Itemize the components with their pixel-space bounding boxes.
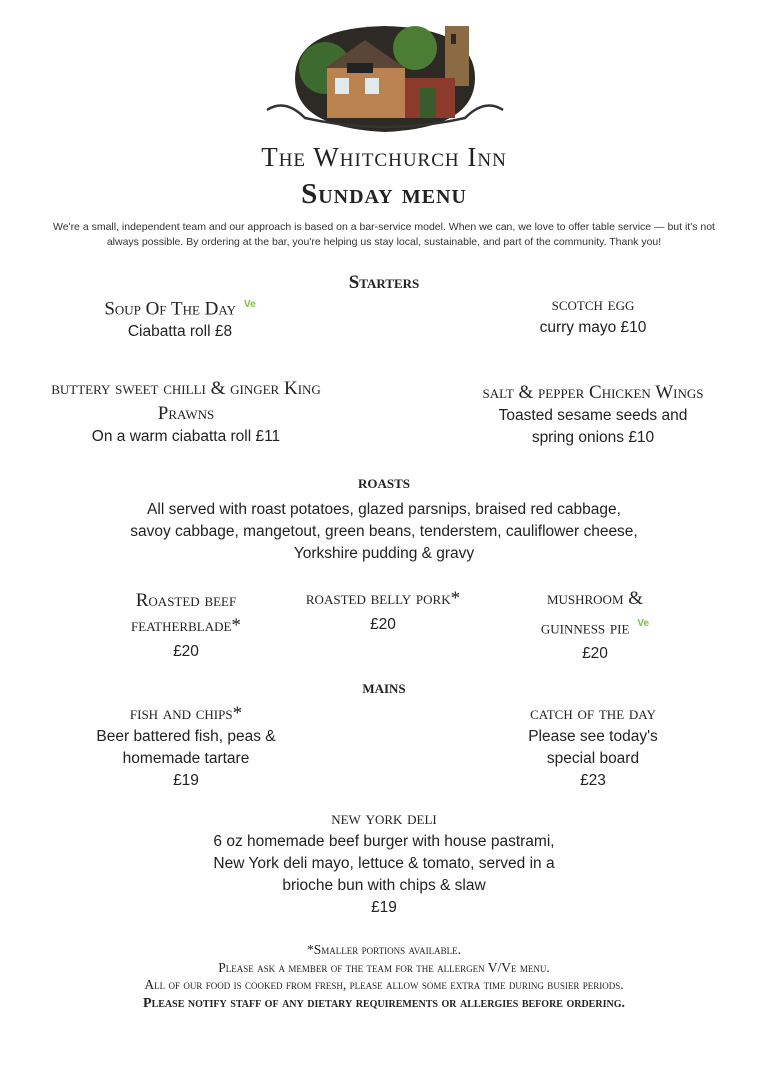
roasts-heading: roasts bbox=[357, 472, 411, 493]
starter-item bbox=[448, 380, 738, 449]
vegan-badge: Ve bbox=[243, 299, 256, 310]
item-name: scotch egg bbox=[551, 294, 635, 315]
main-item bbox=[198, 806, 570, 919]
item-price: £20 bbox=[370, 616, 396, 633]
roast-item bbox=[520, 586, 670, 665]
starter-item bbox=[473, 292, 713, 339]
item-name: new york deli bbox=[331, 808, 437, 829]
footer-line: All of our food is cooked from fresh, please allow some extra time during busier periods. bbox=[144, 977, 624, 992]
item-name: buttery sweet chilli & ginger King Prawns bbox=[51, 378, 321, 424]
item-desc: curry mayo £10 bbox=[539, 319, 647, 336]
item-price: £20 bbox=[173, 643, 199, 660]
restaurant-name: The Whitchurch Inn bbox=[261, 142, 507, 172]
starter-item bbox=[60, 292, 300, 343]
main-item bbox=[513, 701, 673, 792]
item-desc: 6 oz homemade beef burger with house pastrami, New York deli mayo, lettuce & tomato, served in a brioche bun with chips & slaw bbox=[213, 833, 555, 894]
roasts-description: All served with roast potatoes, glazed parsnips, braised red cabbage, savoy cabbage, mangetout, green beans, tenderstem, cauliflower cheese, Yorkshire pudding & gravy bbox=[130, 501, 638, 562]
roast-item bbox=[283, 586, 483, 636]
starter-item bbox=[36, 376, 336, 448]
logo bbox=[265, 18, 505, 138]
item-name: fish and chips* bbox=[129, 703, 243, 724]
item-name: mushroom & guinness pie bbox=[540, 588, 644, 639]
item-desc: Beer battered fish, peas & homemade tartare bbox=[96, 728, 276, 767]
item-price: £19 bbox=[371, 899, 397, 916]
item-price: £19 bbox=[173, 772, 199, 789]
item-desc: Toasted sesame seeds and spring onions £10 bbox=[498, 407, 688, 446]
footer-notes bbox=[0, 941, 768, 1012]
vegan-badge: Ve bbox=[637, 618, 650, 629]
starters-heading: Starters bbox=[348, 272, 420, 293]
item-desc: Please see today's special board bbox=[528, 728, 658, 767]
roast-item bbox=[106, 588, 266, 663]
main-item bbox=[86, 701, 286, 792]
item-desc: On a warm ciabatta roll £11 bbox=[91, 428, 281, 445]
footer-warning: Please notify staff of any dietary requirements or allergies before ordering. bbox=[143, 995, 625, 1011]
item-name: Soup Of The Day bbox=[104, 298, 236, 320]
item-name: catch of the day bbox=[530, 703, 656, 724]
intro-text: We're a small, independent team and our approach is based on a bar-service model. When we can, we love to offer table service — but it's not always possible. By ordering at the bar, you're helping us stay local, sustainable, and part of the community. Thank you! bbox=[53, 221, 715, 248]
item-name: salt & pepper Chicken Wings bbox=[482, 382, 704, 403]
item-name: Roasted beef featherblade* bbox=[131, 590, 241, 636]
mains-heading: mains bbox=[362, 677, 406, 698]
item-desc: Ciabatta roll £8 bbox=[127, 323, 233, 341]
item-price: £23 bbox=[580, 772, 606, 789]
item-price: £20 bbox=[582, 645, 608, 663]
footer-line: Please ask a member of the team for the allergen V/Ve menu. bbox=[218, 959, 550, 975]
menu-title: Sunday menu bbox=[301, 178, 467, 210]
footer-line: *Smaller portions available. bbox=[306, 942, 462, 957]
item-name: roasted belly pork* bbox=[305, 588, 461, 609]
